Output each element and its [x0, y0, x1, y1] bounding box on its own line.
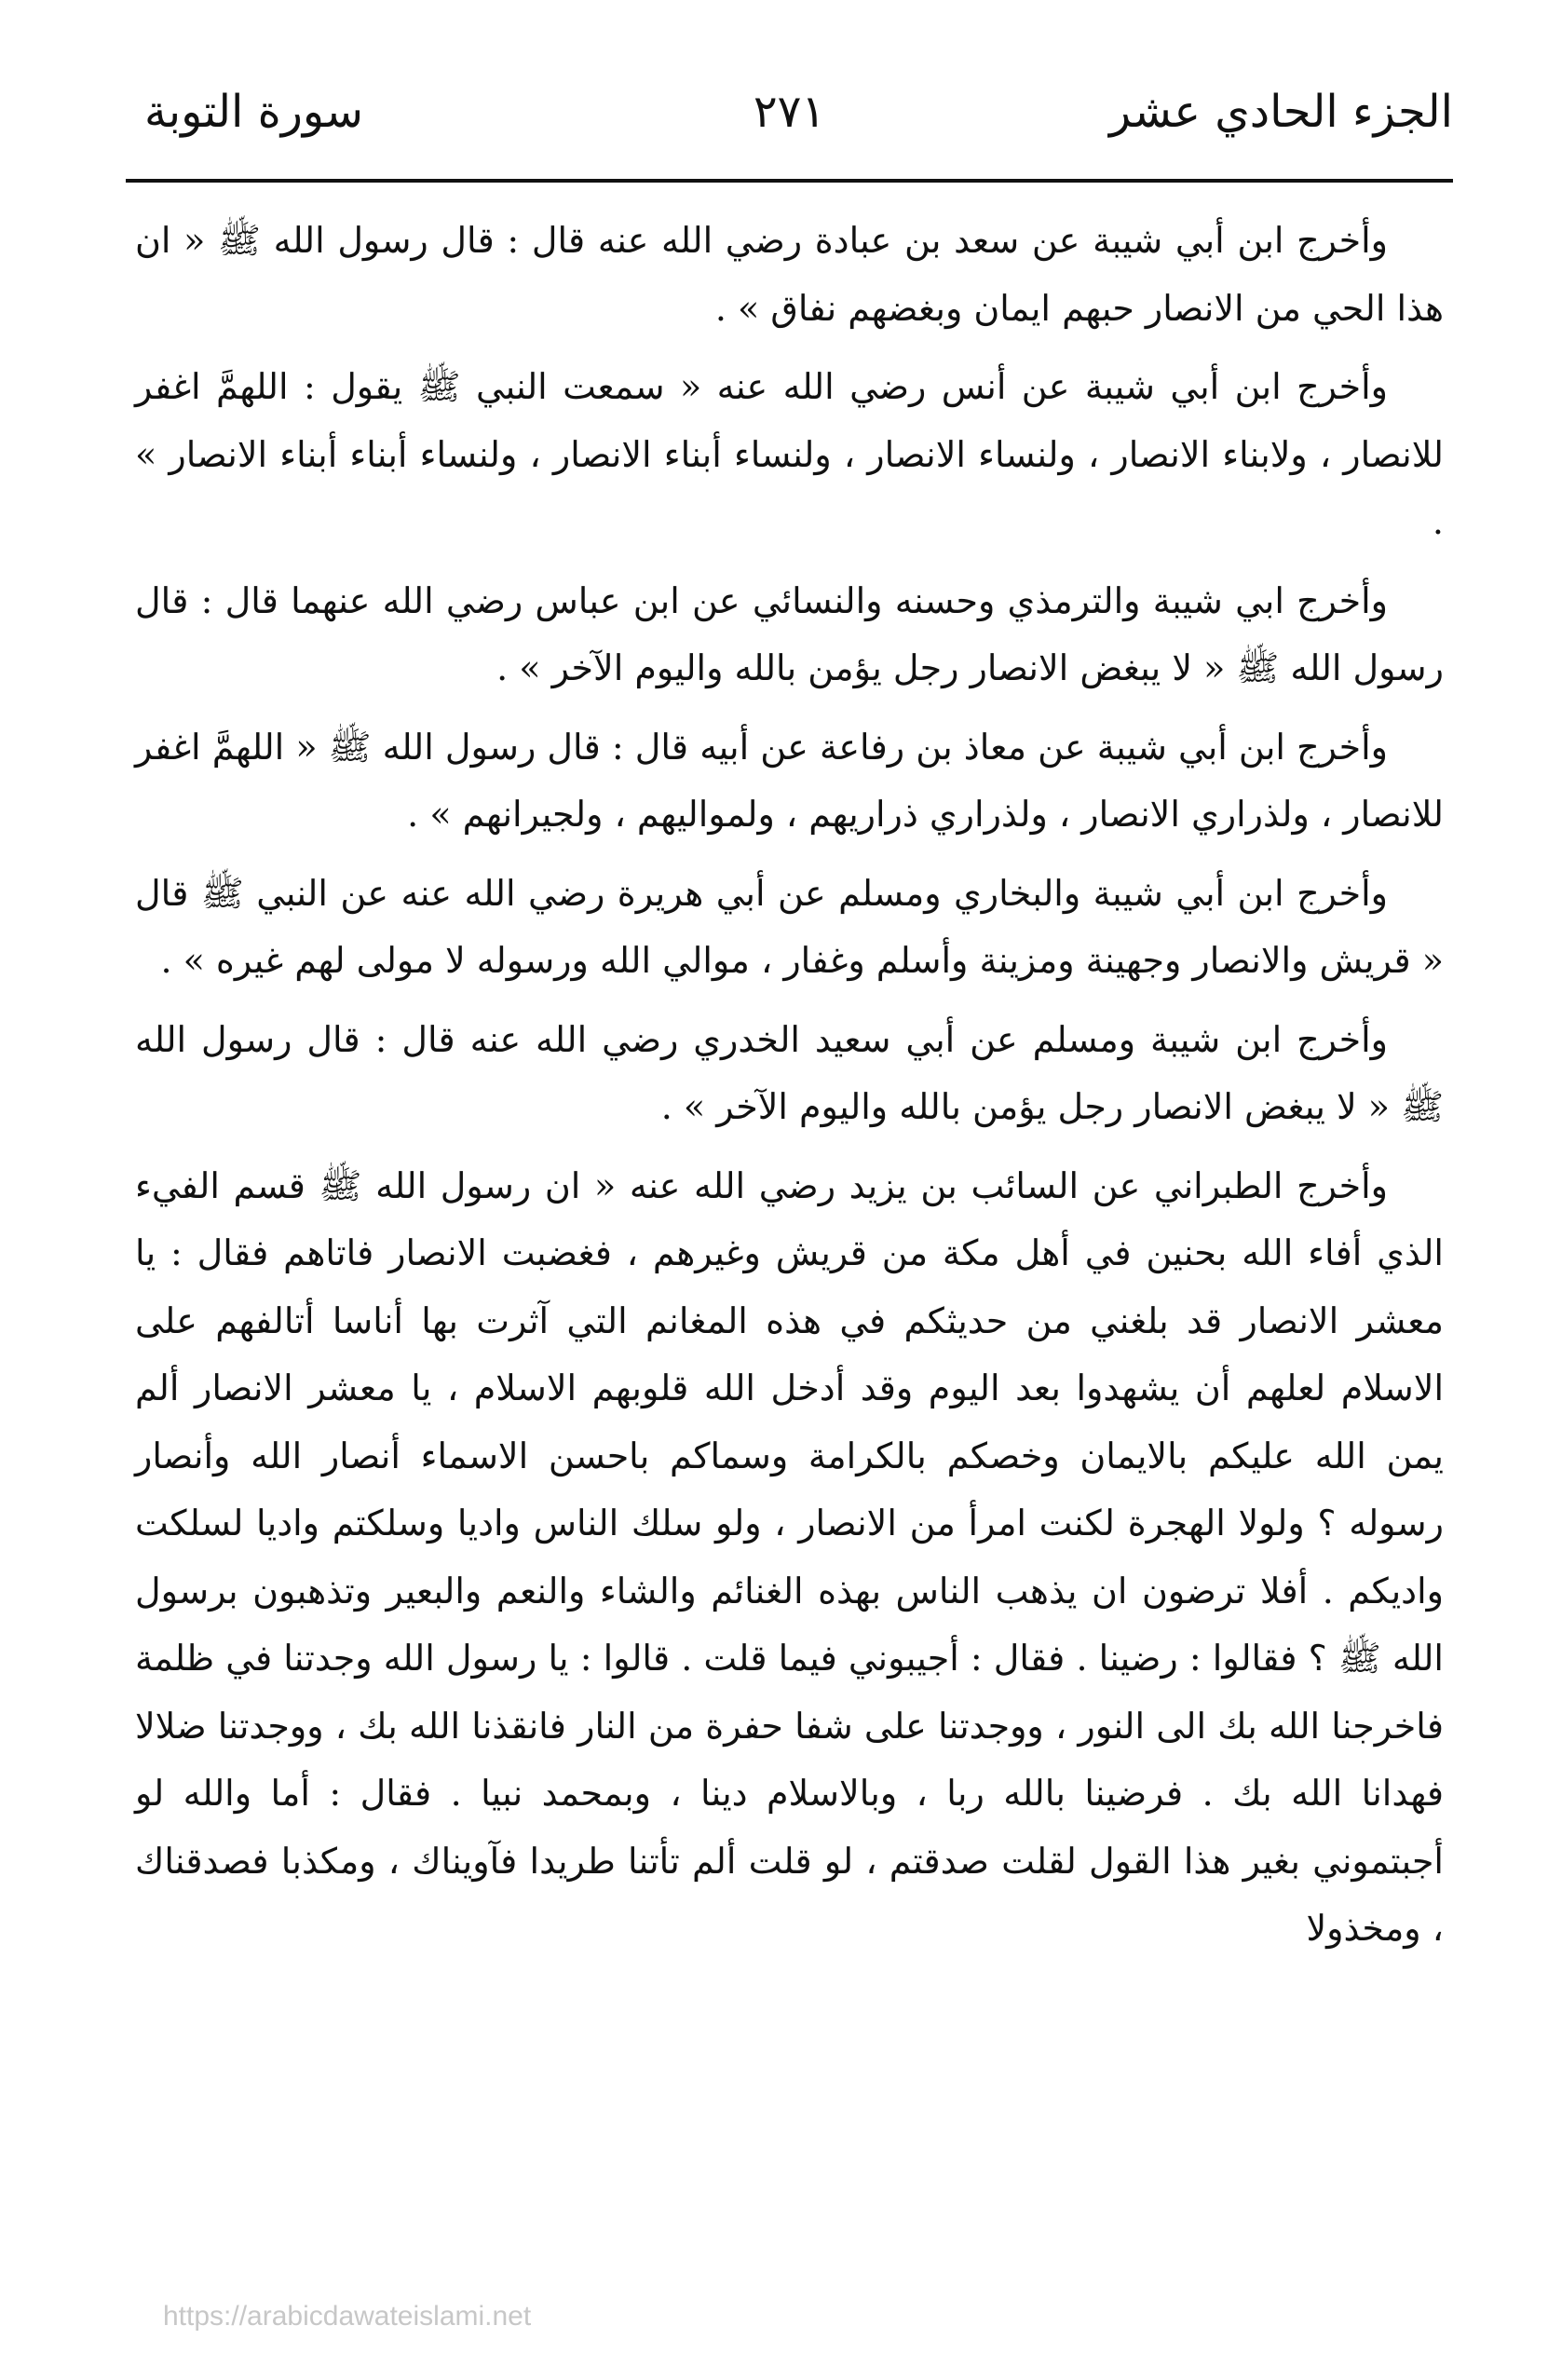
page-number: ٢٧١ [753, 86, 826, 138]
paragraph: وأخرج ابن شيبة ومسلم عن أبي سعيد الخدري رضي الله عنه قال : قال رسول الله ﷺ « لا يبغض الانصار رجل يؤمن بالله واليوم الآخر » . [135, 1018, 1444, 1127]
paragraph: وأخرج الطبراني عن السائب بن يزيد رضي الله عنه « ان رسول الله ﷺ قسم الفيء الذي أفاء الله بحنين في أهل مكة من قريش وغيرهم ، فغضبت الانصار فاتاهم فقال : يا معشر الانصار قد بلغني من حديثكم في هذه المغانم التي آثرت بها أناسا أتالفهم على الاسلام لعلهم أن يشهدوا بعد اليوم وقد أدخل الله قلوبهم الاسلام ، يا معشر الانصار ألم يمن الله عليكم بالايمان وخصكم بالكرامة وسماكم باحسن الاسماء أنصار الله وأنصار رسوله ؟ ولولا الهجرة لكنت امرأ من الانصار ، ولو سلك الناس واديا وسلكتم واديا لسلكت واديكم . أفلا ترضون ان يذهب الناس بهذه الغنائم والشاء والنعم والبعير وتذهبون برسول الله ﷺ ؟ فقالوا : رضينا . فقال : أجيبوني فيما قلت . قالوا : يا رسول الله وجدتنا في ظلمة فاخرجنا الله بك الى النور ، ووجدتنا على شفا حفرة من النار فانقذنا الله بك ، ووجدتنا ضلالا فهدانا الله بك . فرضينا بالله ربا ، وبالاسلام دينا ، وبمحمد نبيا . فقال : أما والله لو أجبتموني بغير هذا القول لقلت صدقتم ، لو قلت ألم تأتنا طريدا فآويناك ، ومكذبا فصدقناك ، ومخذولا [135, 1164, 1444, 1949]
part-title: الجزء الحادي عشر [1109, 86, 1453, 138]
paragraph: وأخرج ابي شيبة والترمذي وحسنه والنسائي عن ابن عباس رضي الله عنهما قال : قال رسول الله ﷺ « لا يبغض الانصار رجل يؤمن بالله واليوم الآخر » . [135, 579, 1444, 688]
watermark-url: https://arabicdawateislami.net [163, 2301, 532, 2332]
page-header [126, 75, 1453, 158]
paragraph: وأخرج ابن أبي شيبة عن سعد بن عبادة رضي الله عنه قال : قال رسول الله ﷺ « ان هذا الحي من الانصار حبهم ايمان وبغضهم نفاق » . [135, 220, 1444, 329]
paragraph: وأخرج ابن أبي شيبة والبخاري ومسلم عن أبي هريرة رضي الله عنه عن النبي ﷺ قال « قريش والانصار وجهينة ومزينة وأسلم وغفار ، موالي الله ورسوله لا مولى لهم غيره » . [135, 872, 1444, 981]
page-body [135, 207, 1444, 1974]
paragraph: وأخرج ابن أبي شيبة عن أنس رضي الله عنه « سمعت النبي ﷺ يقول : اللهمَّ اغفر للانصار ، ولابناء الانصار ، ولنساء الانصار ، ولنساء أبناء الانصار ، ولنساء أبناء أبناء الانصار » . [135, 366, 1444, 542]
surah-title: سورة التوبة [144, 86, 363, 138]
paragraph: وأخرج ابن أبي شيبة عن معاذ بن رفاعة عن أبيه قال : قال رسول الله ﷺ « اللهمَّ اغفر للانصار ، ولذراري الانصار ، ولذراري ذراريهم ، ولمواليهم ، ولجيرانهم » . [135, 726, 1444, 835]
header-rule [126, 179, 1453, 183]
